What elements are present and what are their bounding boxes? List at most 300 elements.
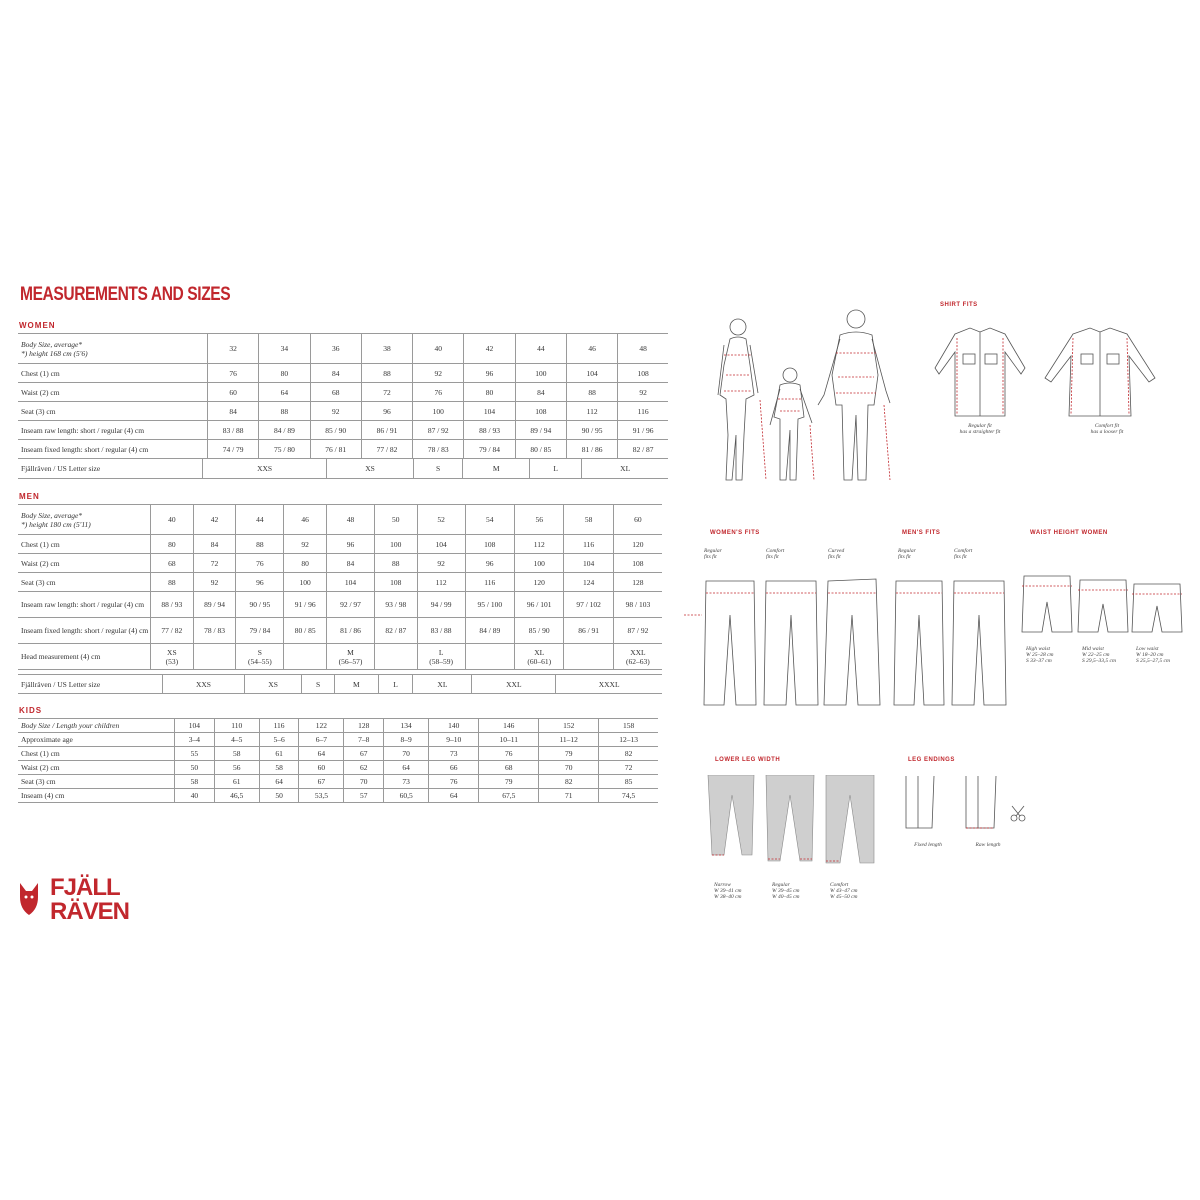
table-cell: 88 — [566, 383, 617, 402]
women-header-sub: *) height 168 cm (5'6) — [21, 348, 88, 358]
table-row — [18, 747, 658, 761]
table-cell: 56 — [214, 761, 259, 775]
table-cell: 64 — [259, 775, 299, 789]
table-cell: 60,5 — [384, 789, 429, 803]
table-cell: 116 — [465, 573, 514, 592]
table-cell: 58 — [175, 775, 215, 789]
table-row — [18, 440, 668, 459]
table-cell: 67 — [299, 775, 344, 789]
empty-cell — [564, 644, 613, 670]
kids-size-head: 128 — [344, 719, 384, 733]
shirt-caption-desc: has a looser fit — [1090, 429, 1124, 435]
row-label: Head measurement (4) cm — [18, 644, 151, 670]
women-size-head: 32 — [208, 334, 259, 364]
kids-size-head: 122 — [299, 719, 344, 733]
men-size-head: 44 — [236, 505, 284, 535]
kids-size-head: 134 — [384, 719, 429, 733]
head-size: XS — [167, 647, 177, 657]
table-cell: 76 — [413, 383, 464, 402]
letter-size-cell: XL — [582, 459, 668, 479]
table-cell: 112 — [417, 573, 465, 592]
caption-a: W 25–28 cm — [1026, 652, 1054, 658]
head-cm: (54–55) — [247, 656, 272, 666]
table-cell: 116 — [564, 535, 613, 554]
caption-a: W 39–41 cm — [714, 888, 742, 894]
table-cell: 74,5 — [599, 789, 658, 803]
caption-a: W 39–45 cm — [772, 888, 800, 894]
table-row — [18, 459, 668, 479]
table-cell: 86 / 91 — [361, 421, 412, 440]
table-cell: 92 — [310, 402, 361, 421]
table-cell: 100 — [515, 364, 566, 383]
woman-figure-icon — [718, 319, 766, 480]
table-cell: 71 — [539, 789, 599, 803]
child-figure-icon — [770, 368, 814, 480]
shirt-caption — [1072, 423, 1142, 435]
men-letter-table — [18, 674, 662, 694]
mens-regular-pants-icon — [894, 581, 944, 705]
table-cell: 104 — [417, 535, 465, 554]
row-label: Inseam raw length: short / regular (4) cm — [18, 592, 151, 618]
row-label: Inseam raw length: short / regular (4) cm — [18, 421, 208, 440]
caption-desc: fits fit — [898, 554, 911, 560]
leg-endings-label: LEG ENDINGS — [908, 757, 955, 763]
women-size-head: 38 — [361, 334, 412, 364]
empty-cell — [193, 644, 236, 670]
brand-line-1: FJÄLL — [50, 874, 120, 901]
letter-size-cell: L — [378, 675, 413, 694]
table-cell: 91 / 96 — [284, 592, 327, 618]
table-cell: 61 — [214, 775, 259, 789]
row-label: Waist (2) cm — [18, 761, 175, 775]
kids-size-head: 140 — [429, 719, 479, 733]
row-label: Chest (1) cm — [18, 364, 208, 383]
men-header-label: Body Size, average* — [21, 510, 83, 520]
table-cell: 40 — [175, 789, 215, 803]
caption-name: Curved — [828, 548, 845, 554]
table-cell: 104 — [564, 554, 613, 573]
table-cell: 120 — [613, 535, 662, 554]
table-cell: 73 — [384, 775, 429, 789]
letter-size-cell: XXS — [203, 459, 327, 479]
row-label: Fjällräven / US Letter size — [18, 675, 163, 694]
table-cell: 116 — [618, 402, 668, 421]
table-cell: 66 — [429, 761, 479, 775]
table-row — [18, 618, 662, 644]
table-cell: 53,5 — [299, 789, 344, 803]
kids-header-label: Body Size / Length your children — [18, 719, 175, 733]
empty-cell — [284, 644, 327, 670]
caption-b: W 40–45 cm — [772, 894, 800, 900]
letter-size-cell: XS — [327, 459, 414, 479]
table-cell: 62 — [344, 761, 384, 775]
women-size-head: 42 — [464, 334, 515, 364]
men-size-head: 54 — [465, 505, 514, 535]
table-cell: 8–9 — [384, 733, 429, 747]
caption-b: S 33–37 cm — [1026, 658, 1052, 664]
table-row — [18, 573, 662, 592]
shirt-fits-illustration — [925, 318, 1175, 422]
high-waist-icon — [1022, 576, 1072, 632]
scissors-icon — [1011, 806, 1025, 821]
men-size-head: 48 — [327, 505, 375, 535]
table-cell: 80 / 85 — [284, 618, 327, 644]
table-cell: 112 — [566, 402, 617, 421]
table-row — [18, 761, 658, 775]
head-size: XXL — [630, 647, 646, 657]
table-cell: 81 / 86 — [566, 440, 617, 459]
mens-comfort-pants-icon — [952, 581, 1006, 705]
waist-height-label: WAIST HEIGHT WOMEN — [1030, 530, 1108, 536]
head-cm: (62–63) — [626, 656, 650, 666]
head-size: M — [347, 647, 354, 657]
caption-desc: fits fit — [954, 554, 967, 560]
empty-cell — [374, 644, 417, 670]
pants-fits-illustration — [684, 575, 1014, 715]
women-size-table — [18, 333, 668, 459]
shirt-caption-desc: has a straighter fit — [959, 429, 1001, 435]
men-size-head: 42 — [193, 505, 236, 535]
table-cell: 79 / 84 — [236, 618, 284, 644]
table-row — [18, 592, 662, 618]
table-cell: 64 — [259, 383, 310, 402]
table-cell: 46,5 — [214, 789, 259, 803]
letter-size-cell: L — [529, 459, 581, 479]
kids-size-table — [18, 718, 658, 803]
men-size-head: 40 — [151, 505, 194, 535]
women-size-head: 36 — [310, 334, 361, 364]
table-row — [18, 535, 662, 554]
table-cell: 95 / 100 — [465, 592, 514, 618]
men-size-table — [18, 504, 662, 670]
table-cell: 84 — [208, 402, 259, 421]
row-label: Seat (3) cm — [18, 775, 175, 789]
table-cell: 89 / 94 — [515, 421, 566, 440]
head-size-cell — [613, 644, 662, 670]
womens-curved-pants-icon — [824, 579, 880, 705]
table-cell: 88 — [374, 554, 417, 573]
table-cell: 55 — [175, 747, 215, 761]
table-cell: 9–10 — [429, 733, 479, 747]
letter-size-cell: S — [302, 675, 335, 694]
table-cell: 92 — [413, 364, 464, 383]
caption-desc: fits fit — [828, 554, 841, 560]
men-size-head: 46 — [284, 505, 327, 535]
lower-leg-illustration — [700, 775, 880, 875]
table-cell: 92 — [417, 554, 465, 573]
table-cell: 80 — [464, 383, 515, 402]
table-cell: 10–11 — [479, 733, 539, 747]
table-cell: 76 — [236, 554, 284, 573]
table-cell: 77 / 82 — [361, 440, 412, 459]
table-cell: 80 — [259, 364, 310, 383]
table-cell: 60 — [299, 761, 344, 775]
caption-desc: fits fit — [704, 554, 717, 560]
head-cm: (56–57) — [338, 656, 363, 666]
womens-fits-label: WOMEN'S FITS — [710, 530, 760, 536]
caption-a: W 18–20 cm — [1136, 652, 1164, 658]
table-cell: 84 / 89 — [259, 421, 310, 440]
waist-caption — [1136, 646, 1192, 664]
table-cell: 84 — [515, 383, 566, 402]
brand-line-2: RÄVEN — [50, 898, 130, 925]
table-cell: 96 — [327, 535, 375, 554]
women-size-head: 46 — [566, 334, 617, 364]
row-label: Inseam (4) cm — [18, 789, 175, 803]
table-cell: 68 — [310, 383, 361, 402]
waist-caption — [1026, 646, 1076, 664]
pants-caption — [954, 548, 1004, 560]
empty-cell — [465, 644, 514, 670]
table-cell: 86 / 91 — [564, 618, 613, 644]
caption-name: Narrow — [714, 882, 731, 888]
row-label: Approximate age — [18, 733, 175, 747]
kids-size-head: 158 — [599, 719, 658, 733]
women-header-cell — [18, 334, 208, 364]
table-cell: 96 — [361, 402, 412, 421]
page-title: MEASUREMENTS AND SIZES — [20, 284, 231, 305]
raw-length-icon — [966, 776, 996, 828]
head-cm: (60–61) — [527, 656, 552, 666]
table-cell: 108 — [515, 402, 566, 421]
table-cell: 100 — [374, 535, 417, 554]
regular-fit-shirt-icon — [935, 328, 1025, 416]
kids-size-head: 152 — [539, 719, 599, 733]
table-cell: 88 / 93 — [464, 421, 515, 440]
caption-a: W 43–47 cm — [830, 888, 858, 894]
table-cell: 87 / 92 — [413, 421, 464, 440]
table-cell: 78 / 83 — [413, 440, 464, 459]
table-cell: 6–7 — [299, 733, 344, 747]
table-cell: 108 — [465, 535, 514, 554]
shirt-caption-name: Comfort fit — [1094, 423, 1120, 429]
pants-caption — [766, 548, 816, 560]
waist-caption — [1082, 646, 1132, 664]
table-cell: 79 / 84 — [464, 440, 515, 459]
table-cell: 98 / 103 — [613, 592, 662, 618]
fixed-length-icon — [906, 776, 934, 828]
table-cell: 78 / 83 — [193, 618, 236, 644]
table-cell: 5–6 — [259, 733, 299, 747]
table-cell: 70 — [539, 761, 599, 775]
table-cell: 72 — [599, 761, 658, 775]
men-size-head: 56 — [515, 505, 564, 535]
womens-regular-pants-icon — [704, 581, 756, 705]
caption-name: Comfort — [830, 882, 849, 888]
table-cell: 64 — [299, 747, 344, 761]
fox-logo-icon — [16, 879, 42, 919]
man-figure-icon — [818, 310, 890, 480]
caption-name: High waist — [1026, 646, 1050, 652]
letter-size-cell: XXS — [163, 675, 245, 694]
table-cell: 96 — [236, 573, 284, 592]
table-cell: 67 — [344, 747, 384, 761]
men-size-head: 50 — [374, 505, 417, 535]
head-size-cell — [236, 644, 284, 670]
table-row — [18, 644, 662, 670]
table-cell: 80 — [284, 554, 327, 573]
men-section-label: MEN — [19, 492, 40, 501]
table-cell: 82 / 87 — [618, 440, 668, 459]
table-cell: 124 — [564, 573, 613, 592]
head-size: S — [257, 647, 262, 657]
caption-name: Comfort — [954, 548, 973, 554]
caption-name: Comfort — [766, 548, 785, 554]
table-cell: 67,5 — [479, 789, 539, 803]
table-cell: 11–12 — [539, 733, 599, 747]
table-cell: 92 / 97 — [327, 592, 375, 618]
table-cell: 70 — [384, 747, 429, 761]
table-cell: 104 — [464, 402, 515, 421]
table-cell: 74 / 79 — [208, 440, 259, 459]
table-cell: 81 / 86 — [327, 618, 375, 644]
kids-size-head: 116 — [259, 719, 299, 733]
head-size: XL — [534, 647, 545, 657]
men-size-head: 60 — [613, 505, 662, 535]
table-row — [18, 554, 662, 573]
caption-name: Regular — [898, 548, 916, 554]
table-cell: 79 — [539, 747, 599, 761]
table-cell: 82 — [539, 775, 599, 789]
caption-a: W 22–25 cm — [1082, 652, 1110, 658]
table-cell: 91 / 96 — [618, 421, 668, 440]
table-cell: 75 / 80 — [259, 440, 310, 459]
table-cell: 84 — [327, 554, 375, 573]
head-cm: (58–59) — [429, 656, 453, 666]
table-cell: 92 — [618, 383, 668, 402]
row-label: Seat (3) cm — [18, 573, 151, 592]
narrow-leg-icon — [708, 775, 754, 855]
caption-b: W 38–40 cm — [714, 894, 742, 900]
head-size-cell — [151, 644, 194, 670]
table-cell: 120 — [515, 573, 564, 592]
men-header-cell — [18, 505, 151, 535]
table-cell: 85 / 90 — [310, 421, 361, 440]
leg-caption — [714, 882, 764, 900]
table-cell: 97 / 102 — [564, 592, 613, 618]
table-cell: 58 — [214, 747, 259, 761]
women-letter-table — [18, 458, 668, 479]
table-cell: 72 — [361, 383, 412, 402]
letter-size-cell: XXL — [472, 675, 556, 694]
head-size: L — [438, 647, 444, 657]
comfort-fit-shirt-icon — [1045, 328, 1155, 416]
table-cell: 93 / 98 — [374, 592, 417, 618]
table-row — [18, 789, 658, 803]
caption-name: Low waist — [1136, 646, 1159, 652]
row-label: Inseam fixed length: short / regular (4) cm — [18, 618, 151, 644]
shirt-caption — [945, 423, 1015, 435]
table-cell: 87 / 92 — [613, 618, 662, 644]
table-cell: 84 — [193, 535, 236, 554]
table-cell: 79 — [479, 775, 539, 789]
kids-size-head: 110 — [214, 719, 259, 733]
table-cell: 88 — [361, 364, 412, 383]
table-cell: 90 / 95 — [236, 592, 284, 618]
table-cell: 100 — [413, 402, 464, 421]
table-cell: 50 — [259, 789, 299, 803]
table-cell: 76 / 81 — [310, 440, 361, 459]
pants-caption — [828, 548, 878, 560]
table-cell: 80 / 85 — [515, 440, 566, 459]
leg-endings-illustration — [900, 772, 1030, 838]
caption-name: Regular — [704, 548, 722, 554]
low-waist-icon — [1132, 584, 1182, 632]
table-row — [18, 402, 668, 421]
head-size-cell — [515, 644, 564, 670]
table-cell: 92 — [284, 535, 327, 554]
table-row — [18, 675, 662, 694]
table-cell: 82 — [599, 747, 658, 761]
row-label: Waist (2) cm — [18, 554, 151, 573]
row-label: Chest (1) cm — [18, 535, 151, 554]
women-size-head: 44 — [515, 334, 566, 364]
kids-section-label: KIDS — [19, 706, 43, 715]
letter-size-cell: M — [463, 459, 530, 479]
table-cell: 84 / 89 — [465, 618, 514, 644]
shirt-caption-name: Regular fit — [968, 423, 992, 429]
pants-caption — [704, 548, 754, 560]
table-cell: 82 / 87 — [374, 618, 417, 644]
table-cell: 92 — [193, 573, 236, 592]
table-cell: 100 — [284, 573, 327, 592]
waist-height-illustration — [1020, 572, 1185, 636]
mid-waist-icon — [1078, 580, 1128, 632]
table-cell: 7–8 — [344, 733, 384, 747]
row-label: Seat (3) cm — [18, 402, 208, 421]
table-cell: 3–4 — [175, 733, 215, 747]
table-cell: 104 — [327, 573, 375, 592]
table-cell: 61 — [259, 747, 299, 761]
men-size-head: 52 — [417, 505, 465, 535]
table-cell: 64 — [384, 761, 429, 775]
letter-size-cell: S — [413, 459, 462, 479]
table-cell: 50 — [175, 761, 215, 775]
kids-size-head: 146 — [479, 719, 539, 733]
table-cell: 90 / 95 — [566, 421, 617, 440]
regular-leg-icon — [766, 775, 814, 861]
table-cell: 60 — [208, 383, 259, 402]
womens-comfort-pants-icon — [764, 581, 818, 705]
table-cell: 57 — [344, 789, 384, 803]
table-row — [18, 733, 658, 747]
brand-wordmark — [50, 876, 180, 924]
table-cell: 89 / 94 — [193, 592, 236, 618]
row-label: Chest (1) cm — [18, 747, 175, 761]
row-label: Fjällräven / US Letter size — [18, 459, 203, 479]
caption-b: W 45–50 cm — [830, 894, 858, 900]
table-row — [18, 364, 668, 383]
head-cm: (53) — [165, 656, 179, 666]
caption-b: S 25,5–27,5 cm — [1136, 658, 1170, 664]
table-cell: 85 — [599, 775, 658, 789]
table-cell: 80 — [151, 535, 194, 554]
leg-ending-caption: Fixed length — [914, 842, 942, 848]
women-section-label: WOMEN — [19, 321, 56, 330]
table-cell: 112 — [515, 535, 564, 554]
men-header-sub: *) height 180 cm (5'11) — [21, 519, 91, 529]
letter-size-cell: M — [334, 675, 378, 694]
table-cell: 88 / 93 — [151, 592, 194, 618]
table-cell: 100 — [515, 554, 564, 573]
women-size-head: 40 — [413, 334, 464, 364]
table-cell: 64 — [429, 789, 479, 803]
table-cell: 76 — [208, 364, 259, 383]
table-cell: 73 — [429, 747, 479, 761]
table-cell: 68 — [479, 761, 539, 775]
table-cell: 96 — [464, 364, 515, 383]
table-cell: 108 — [374, 573, 417, 592]
